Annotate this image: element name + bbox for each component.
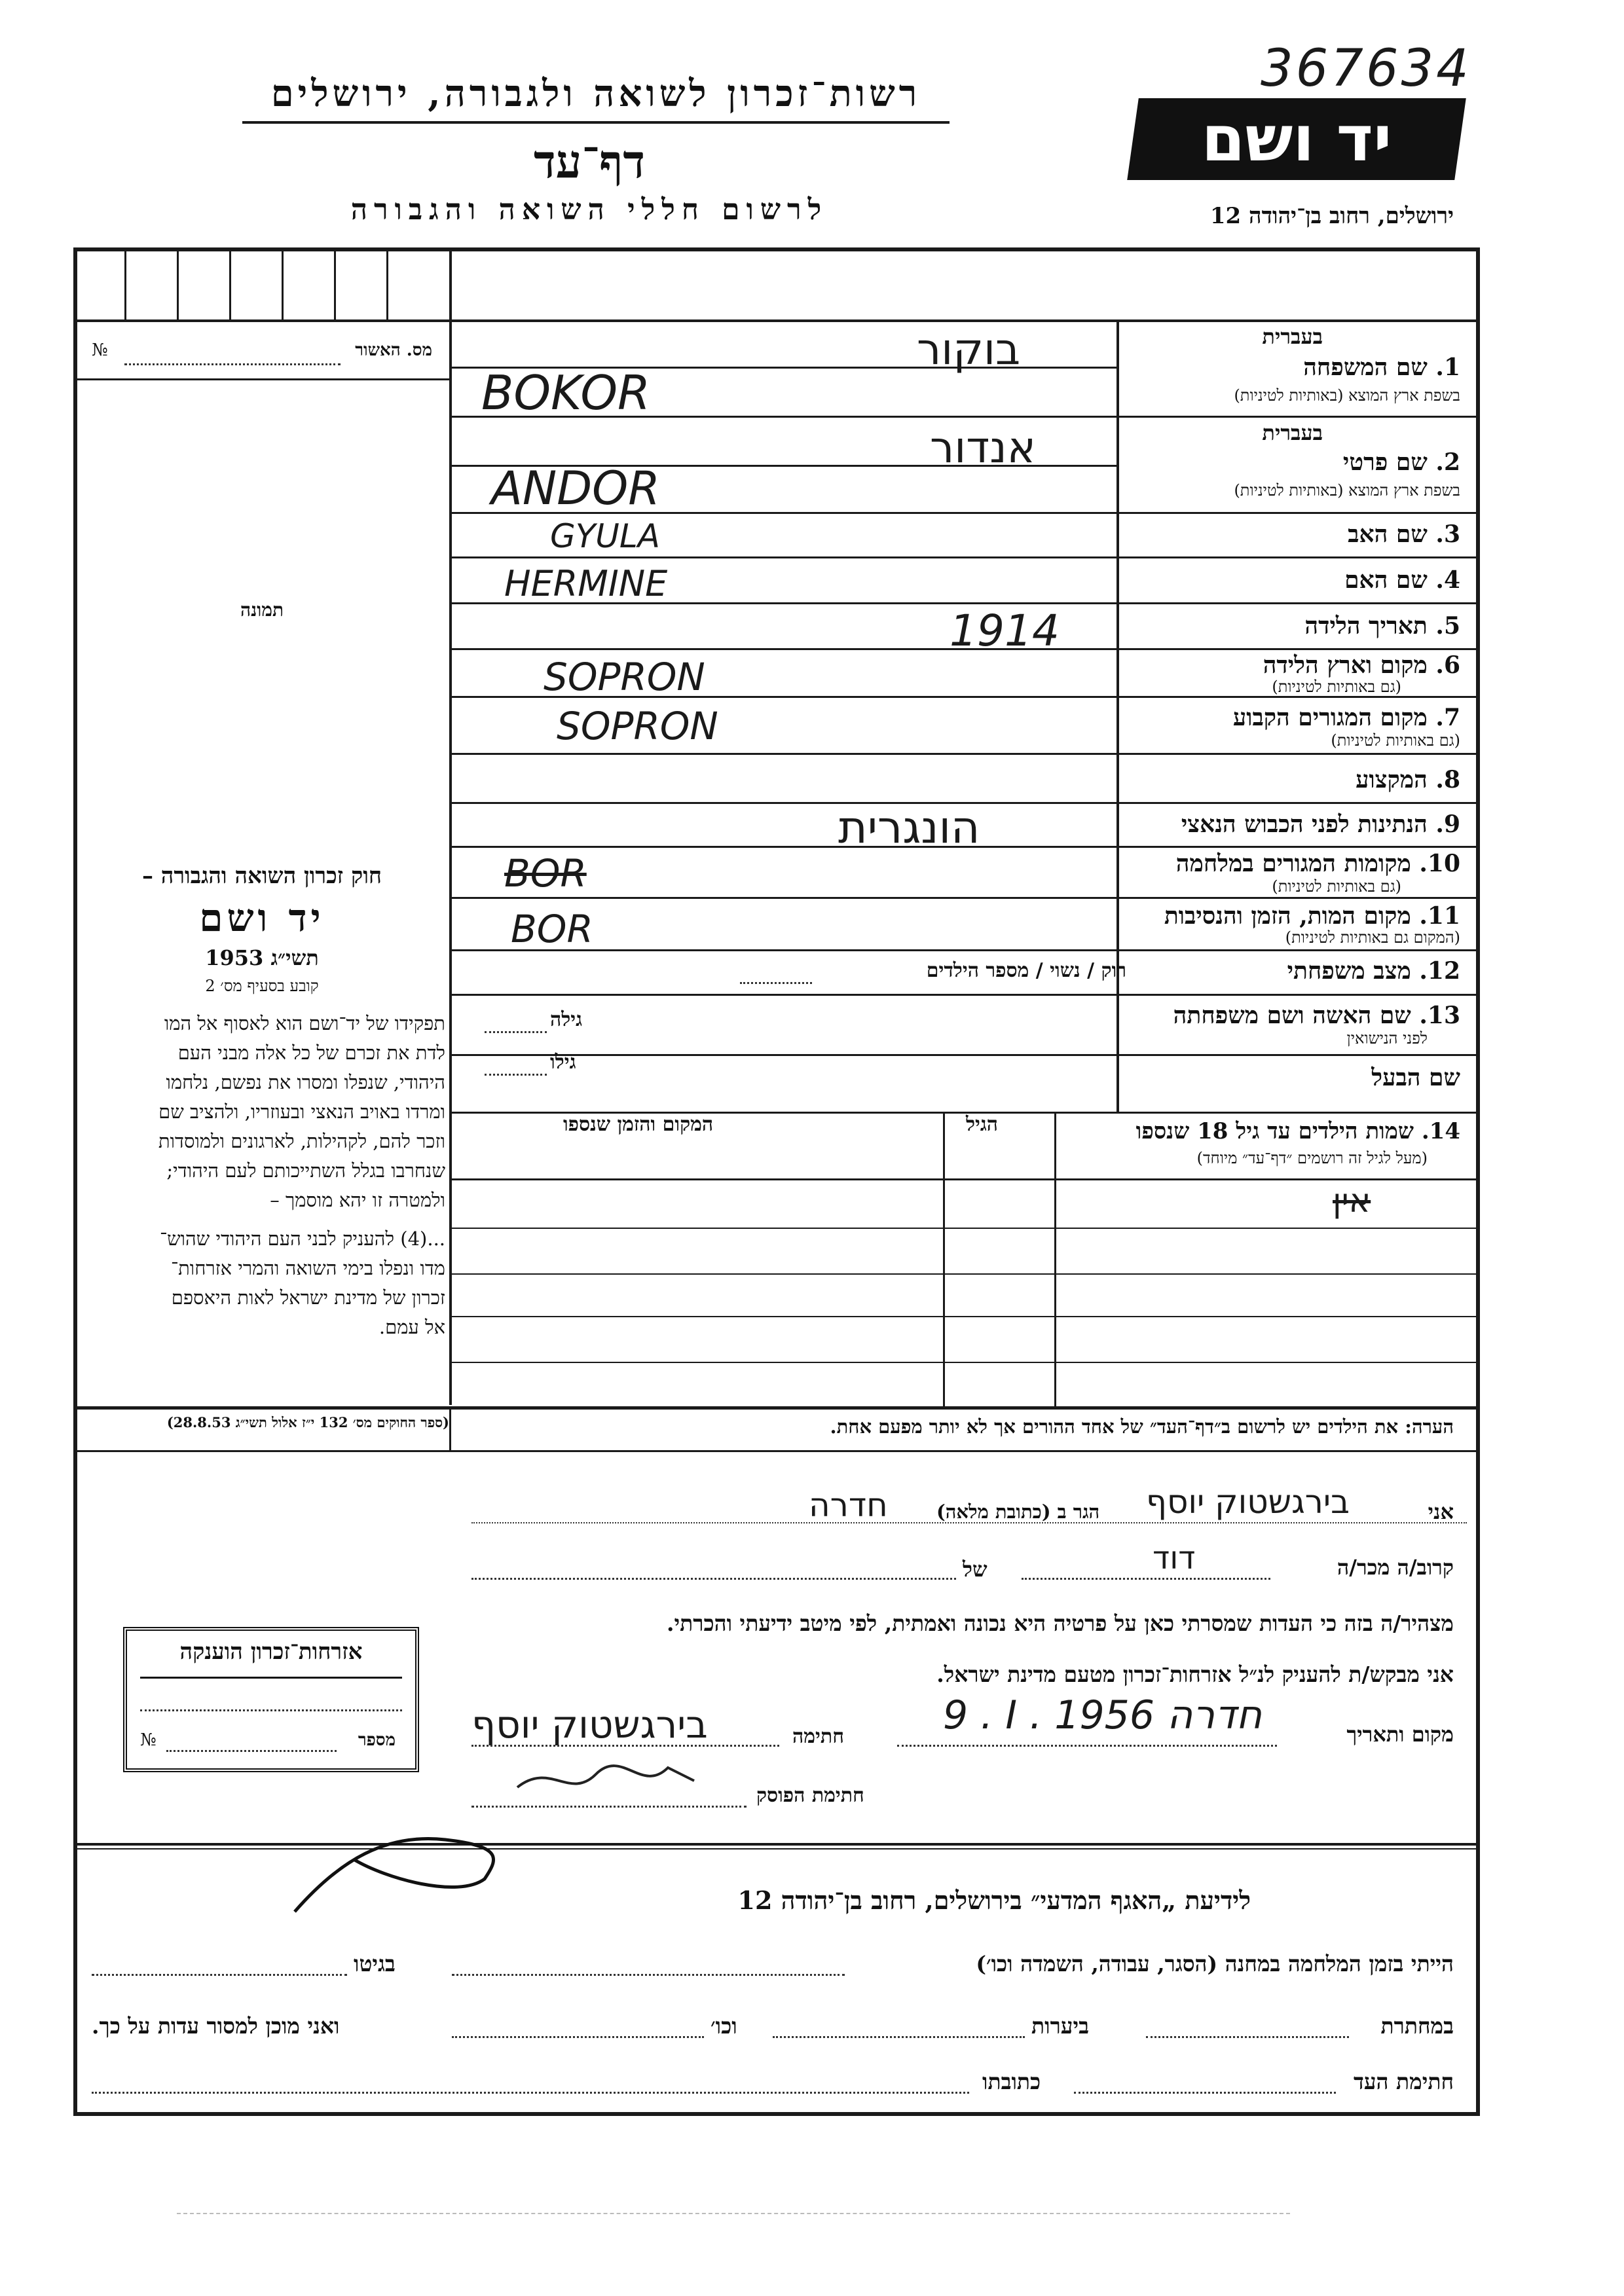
field-9-num: 9. — [1435, 811, 1460, 838]
law-line: זכרון של מדינת ישראל לאות היאספם — [171, 1286, 445, 1309]
field-3-text: שם האב — [1348, 520, 1428, 548]
official-signature-label: חתימת הפוסק — [756, 1784, 864, 1807]
law-name: יד ושם — [199, 896, 325, 940]
field-7-value: SOPRON — [557, 704, 718, 748]
bottom-line3-c: וכו׳ — [710, 2013, 737, 2039]
field-6-value: SOPRON — [544, 655, 705, 699]
decl-line2-of: של — [963, 1557, 987, 1582]
field-5-label — [1304, 612, 1460, 640]
decl-line1-city: חדרה — [809, 1486, 888, 1524]
field-10-sub: (גם באותיות לטיניות) — [1272, 877, 1401, 896]
field-3-value: GYULA — [550, 517, 660, 555]
field-10-text: מקומות המגורים במלחמה — [1175, 850, 1411, 877]
children-num: 14. — [1421, 1118, 1460, 1144]
decl-line3: מצהיר/ה בזה כי העדות שמסרתי כאן על פרטיה היא נכונה ואמתית, לפי מיטב ידיעתי והכרתי. — [667, 1611, 1454, 1636]
approval-suffix: № — [92, 340, 108, 360]
field-6-label — [1263, 651, 1460, 679]
husband-age-label: גילו — [550, 1051, 576, 1074]
law-line: שנחרבו בגלל השתייכותם לעם היהודי; — [166, 1159, 445, 1182]
bottom-line1: לידיעת „האגף המדעי״ בירושלים, רחוב בן־יהודה 12 — [737, 1886, 1251, 1915]
field-7-text: מקום המגורים הקבוע — [1232, 704, 1428, 731]
decl-line4: אני מבקש/ת להעניק לנ״ל אזרחות־זכרון מטעם מדינת ישראל. — [936, 1662, 1454, 1687]
children-label — [1136, 1118, 1460, 1144]
field-9-label — [1181, 811, 1460, 838]
law-line: תפקידו של יד־ושם הוא לאסוף אל המו — [164, 1012, 445, 1034]
bottom-line3-b: ביערות — [1031, 2013, 1090, 2039]
field-13-text: שם האשה ושם משפחתה — [1173, 1002, 1411, 1029]
children-entry: אין — [1333, 1182, 1371, 1220]
citizenship-number-suffix: № — [140, 1730, 157, 1750]
field-6-sub: (גם באותיות לטיניות) — [1272, 678, 1401, 696]
decl-line1-label: אני — [1428, 1499, 1454, 1524]
bottom-line3-a: במחתרת — [1380, 2013, 1454, 2039]
law-title: חוק זכרון השואה והגבורה – — [141, 863, 382, 889]
field-1-heb-label: בעברית — [1262, 324, 1323, 349]
field-12-text: מצב משפחתי — [1287, 957, 1411, 985]
field-3-label — [1348, 520, 1460, 548]
field-11-value: BOR — [511, 907, 593, 951]
field-5-text: תאריך הלידה — [1304, 612, 1428, 640]
field-2-label — [1343, 448, 1460, 476]
law-text — [79, 1009, 445, 1342]
law-clause: קובע בסעיף מס׳ 2 — [205, 977, 319, 995]
form-subtitle: לרשום חללי השואה והגבורה — [350, 193, 828, 227]
field-13-sub: לפני הנישואין — [1346, 1029, 1428, 1048]
field-10-value: BOR — [504, 851, 587, 896]
yad-vashem-logo — [1127, 98, 1466, 180]
decl-line1-value: בירגשטוק יוסף — [1146, 1483, 1350, 1521]
bottom-line2: הייתי בזמן המלחמה במחנה (הסגר, עבודה, השמדה וכו׳) — [976, 1951, 1454, 1977]
field-2-heb-value: אנדור — [930, 422, 1036, 473]
field-7-label — [1233, 704, 1460, 731]
decl-line1-addr-label: הגר ב (כתובת מלאה) — [936, 1501, 1100, 1523]
children-col-place: המקום והזמן שנספו — [563, 1113, 714, 1136]
bottom-line4-a: חתימת העד — [1353, 2069, 1454, 2094]
field-7-num: 7. — [1435, 704, 1460, 731]
field-4-text: שם האם — [1344, 566, 1428, 594]
field-1-value: BOKOR — [481, 365, 651, 420]
address: ירושלים, רחוב בן־יהודה 12 — [1209, 203, 1454, 229]
field-1-heb-value: בוקור — [917, 324, 1021, 374]
note: הערה: את הילדים יש לרשום ב״דף־העד״ של אחד ההורים אך לא יותר מפעם אחת. — [830, 1415, 1454, 1438]
signature-label: חתימה — [792, 1725, 844, 1748]
field-10-num: 10. — [1419, 850, 1460, 877]
field-5-num: 5. — [1435, 612, 1460, 640]
signature-value: בירגשטוק יוסף — [471, 1702, 708, 1747]
field-6-num: 6. — [1435, 651, 1460, 679]
logo-text: יד ושם — [1201, 102, 1392, 175]
field-2-sub: בשפת ארץ המוצא (באותיות לטיניות) — [1234, 481, 1460, 500]
field-1-num: 1. — [1435, 354, 1460, 381]
place-date-label: מקום ותאריך — [1346, 1722, 1454, 1747]
field-9-value: הונגרית — [838, 802, 980, 854]
field-12-label — [1287, 957, 1460, 985]
bottom-line3-d: ואני מוכן למסור עדות על כך. — [92, 2013, 340, 2039]
law-line: ומרדו באויב הנאצי ובעוזריו, ולהציב שם — [158, 1101, 445, 1123]
approval-number — [92, 340, 432, 373]
field-13-num: 13. — [1419, 1002, 1460, 1029]
law-line: ולמטרה זו יהא מוסמך – — [270, 1189, 445, 1211]
field-2-num: 2. — [1435, 448, 1460, 476]
law-line: אל עמם. — [378, 1316, 445, 1338]
field-2-text: שם פרטי — [1342, 448, 1428, 476]
photo-label: תמונה — [240, 599, 284, 621]
field-2-value: ANDOR — [491, 462, 660, 515]
field-10-label — [1176, 850, 1460, 877]
field-1-label — [1303, 354, 1460, 381]
children-label-text: שמות הילדים עד גיל 18 שנספו — [1135, 1118, 1414, 1144]
official-signature-scribble — [511, 1755, 707, 1807]
field-4-label — [1344, 566, 1460, 594]
law-line: מדו ונפלו בימי השואה והמרי אזרחות־ — [170, 1257, 445, 1279]
field-11-label — [1164, 902, 1460, 930]
field-4-num: 4. — [1435, 566, 1460, 594]
field-8-label — [1356, 766, 1460, 793]
field-8-num: 8. — [1435, 766, 1460, 793]
children-sub: (מעל לגיל זה רושמים ״דף־עד״ מיוחד) — [1196, 1149, 1428, 1167]
law-line: וזכר להם, לקהילות, לארגונים ולמוסדות — [158, 1130, 445, 1152]
field-11-text: מקום המות, הזמן והנסיבות — [1164, 902, 1411, 930]
archive-number: 367634 — [1261, 39, 1471, 98]
law-line: היהודי, שנפלו ומסרו את נפשם, נלחמו — [166, 1071, 445, 1093]
institution-title: רשות־זכרון לשואה ולגבורה, ירושלים — [270, 72, 921, 115]
husband-label: שם הבעל — [1371, 1064, 1460, 1091]
field-9-text: הנתינות לפני הכבוש הנאצי — [1181, 811, 1428, 838]
law-block — [79, 863, 445, 1342]
law-source: (ספר החוקים מס׳ 132 י״ז אלול תשי״ג 28.8.53) — [166, 1414, 449, 1430]
law-year: תשי״ג 1953 — [205, 945, 319, 970]
place-date-value: 9 . I . 1956 חדרה — [943, 1692, 1263, 1738]
children-col-age: הגיל — [966, 1113, 999, 1136]
field-4-value: HERMINE — [504, 563, 668, 604]
citizenship-number-label: מספר — [358, 1730, 396, 1750]
wife-age-label: גילה — [550, 1008, 583, 1031]
marital-options: רוק / נשוי / מספר הילדים — [926, 959, 1126, 982]
law-line: ...(4) להעניק לבני העם היהודי שהוש־ — [159, 1228, 445, 1250]
field-2-heb-label: בעברית — [1262, 420, 1323, 445]
field-6-text: מקום וארץ הלידה — [1263, 651, 1428, 679]
bottom-line2-end: בגיטו — [354, 1951, 396, 1977]
citizenship-box — [123, 1627, 419, 1772]
field-7-sub: (גם באותיות לטיניות) — [1331, 731, 1460, 750]
form-title: דף־עד — [533, 134, 645, 189]
scan-artifact — [177, 2213, 1290, 2214]
bottom-line4-b: כתובתו — [982, 2069, 1041, 2094]
field-1-text: שם המשפחה — [1303, 354, 1428, 381]
witness-signature-scribble — [288, 1820, 511, 1925]
citizenship-title: אזרחות־זכרון הוענקה — [179, 1639, 363, 1665]
law-line: לדת את זכרם של כל אלה מבני העם — [177, 1042, 445, 1064]
field-11-sub: (המקום גם באותיות לטיניות) — [1285, 928, 1460, 947]
field-13-label — [1173, 1002, 1460, 1029]
decl-line2-label: קרוב/ה מכר/ה — [1337, 1555, 1454, 1580]
field-5-value: 1914 — [950, 606, 1060, 656]
field-12-num: 12. — [1419, 957, 1460, 985]
field-3-num: 3. — [1435, 520, 1460, 548]
decl-line2-value: דוד — [1153, 1540, 1196, 1576]
approval-label: מס. האשור — [355, 340, 432, 360]
field-1-sub: בשפת ארץ המוצא (באותיות לטיניות) — [1234, 386, 1460, 405]
field-11-num: 11. — [1419, 902, 1460, 930]
field-8-text: המקצוע — [1356, 766, 1428, 793]
